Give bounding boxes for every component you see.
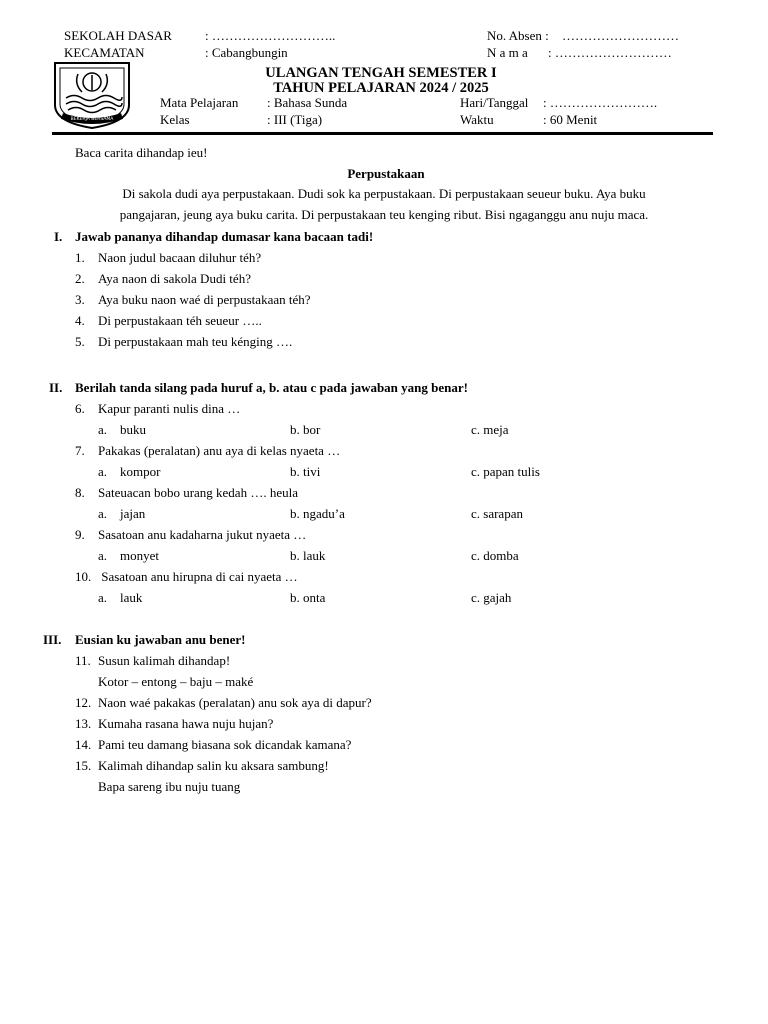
question-text: Naon judul bacaan diluhur téh? [98, 250, 262, 265]
absen-label: No. Absen : [487, 28, 549, 43]
question-text: Kumaha rasana hawa nuju hujan? [98, 716, 274, 731]
logo-motto: BEKERJA BERSAMA [70, 117, 114, 122]
question-number: 4. [75, 313, 85, 328]
question-text: Kalimah dihandap salin ku aksara sambung! [98, 758, 329, 773]
question-text: Pami teu damang biasana sok dicandak kamana? [98, 737, 352, 752]
question-number: 10. [75, 569, 92, 584]
class-value: : III (Tiga) [267, 112, 323, 127]
question-number: 1. [75, 250, 85, 265]
option-b: b. lauk [290, 548, 326, 563]
story-title: Perpustakaan [347, 166, 425, 181]
question-text: Sateuacan bobo urang kedah …. heula [98, 485, 298, 500]
date-label: Hari/Tanggal [460, 95, 529, 110]
exam-year: TAHUN PELAJARAN 2024 / 2025 [273, 80, 489, 96]
story-line-2: pangajaran, jeung aya buku carita. Di perpustakaan teu kenging ribut. Bisi ngaganggu anu nuju maca. [119, 207, 649, 222]
school-label: SEKOLAH DASAR [64, 28, 172, 43]
date-value: : ……………………. [543, 95, 658, 110]
intro-instruction: Baca carita dihandap ieu! [75, 145, 208, 160]
question-number: 2. [75, 271, 85, 286]
option-c: c. papan tulis [471, 464, 540, 479]
school-logo [52, 60, 132, 130]
class-label: Kelas [160, 112, 190, 127]
option-b: b. onta [290, 590, 326, 605]
option-b: b. tivi [290, 464, 321, 479]
option-a: monyet [120, 548, 159, 563]
question-subline: Kotor – entong – baju – maké [98, 674, 254, 689]
subject-label: Mata Pelajaran [160, 95, 239, 110]
question-number: 6. [75, 401, 85, 416]
question-text: Di perpustakaan téh seueur ….. [98, 313, 262, 328]
option-c: c. gajah [471, 590, 512, 605]
option-a: buku [120, 422, 146, 437]
question-number: 5. [75, 334, 85, 349]
question-text: Kapur paranti nulis dina … [98, 401, 241, 416]
district-label: KECAMATAN [64, 45, 145, 60]
question-text: Naon waé pakakas (peralatan) anu sok aya di dapur? [98, 695, 372, 710]
question-number: 8. [75, 485, 85, 500]
section3-heading: Eusian ku jawaban anu bener! [75, 632, 246, 647]
question-number: 7. [75, 443, 85, 458]
header-divider [52, 132, 713, 135]
question-subline: Bapa sareng ibu nuju tuang [98, 779, 241, 794]
option-a-letter: a. [98, 464, 108, 479]
question-text: Sasatoan anu hirupna di cai nyaeta … [98, 569, 298, 584]
question-number: 11. [75, 653, 91, 668]
question-number: 3. [75, 292, 85, 307]
option-a-letter: a. [98, 590, 108, 605]
nama-value: : ……………………… [548, 45, 672, 60]
question-number: 9. [75, 527, 85, 542]
option-a: jajan [120, 506, 146, 521]
question-number: 12. [75, 695, 92, 710]
absen-value: ……………………… [562, 28, 679, 43]
option-a: lauk [120, 590, 143, 605]
question-text: Sasatoan anu kadaharna jukut nyaeta … [98, 527, 307, 542]
nama-label: N a m a [487, 45, 528, 60]
question-text: Di perpustakaan mah teu kénging …. [98, 334, 293, 349]
option-c: c. meja [471, 422, 509, 437]
school-value: : ……………………….. [205, 28, 336, 43]
question-number: 14. [75, 737, 92, 752]
section3-number: III. [43, 632, 62, 647]
section1-heading: Jawab pananya dihandap dumasar kana bacaan tadi! [75, 229, 374, 244]
section1-number: I. [54, 229, 63, 244]
option-b: b. ngadu’a [290, 506, 345, 521]
subject-value: : Bahasa Sunda [267, 95, 348, 110]
story-line-1: Di sakola dudi aya perpustakaan. Dudi sok ka perpustakaan. Di perpustakaan seueur buku. Aya buku [122, 186, 646, 201]
option-c: c. domba [471, 548, 519, 563]
option-a: kompor [120, 464, 161, 479]
section2-number: II. [49, 380, 63, 395]
exam-title: ULANGAN TENGAH SEMESTER I [265, 65, 497, 81]
option-b: b. bor [290, 422, 321, 437]
section2-heading: Berilah tanda silang pada huruf a, b. atau c pada jawaban yang benar! [75, 380, 468, 395]
question-number: 15. [75, 758, 92, 773]
logo-emblem-icon [52, 60, 132, 130]
option-a-letter: a. [98, 506, 108, 521]
option-a-letter: a. [98, 422, 108, 437]
question-text: Aya buku naon waé di perpustakaan téh? [98, 292, 311, 307]
question-text: Susun kalimah dihandap! [98, 653, 231, 668]
time-label: Waktu [460, 112, 494, 127]
question-number: 13. [75, 716, 92, 731]
question-text: Aya naon di sakola Dudi téh? [98, 271, 251, 286]
option-a-letter: a. [98, 548, 108, 563]
district-value: : Cabangbungin [205, 45, 288, 60]
time-value: : 60 Menit [543, 112, 598, 127]
option-c: c. sarapan [471, 506, 523, 521]
question-text: Pakakas (peralatan) anu aya di kelas nyaeta … [98, 443, 341, 458]
